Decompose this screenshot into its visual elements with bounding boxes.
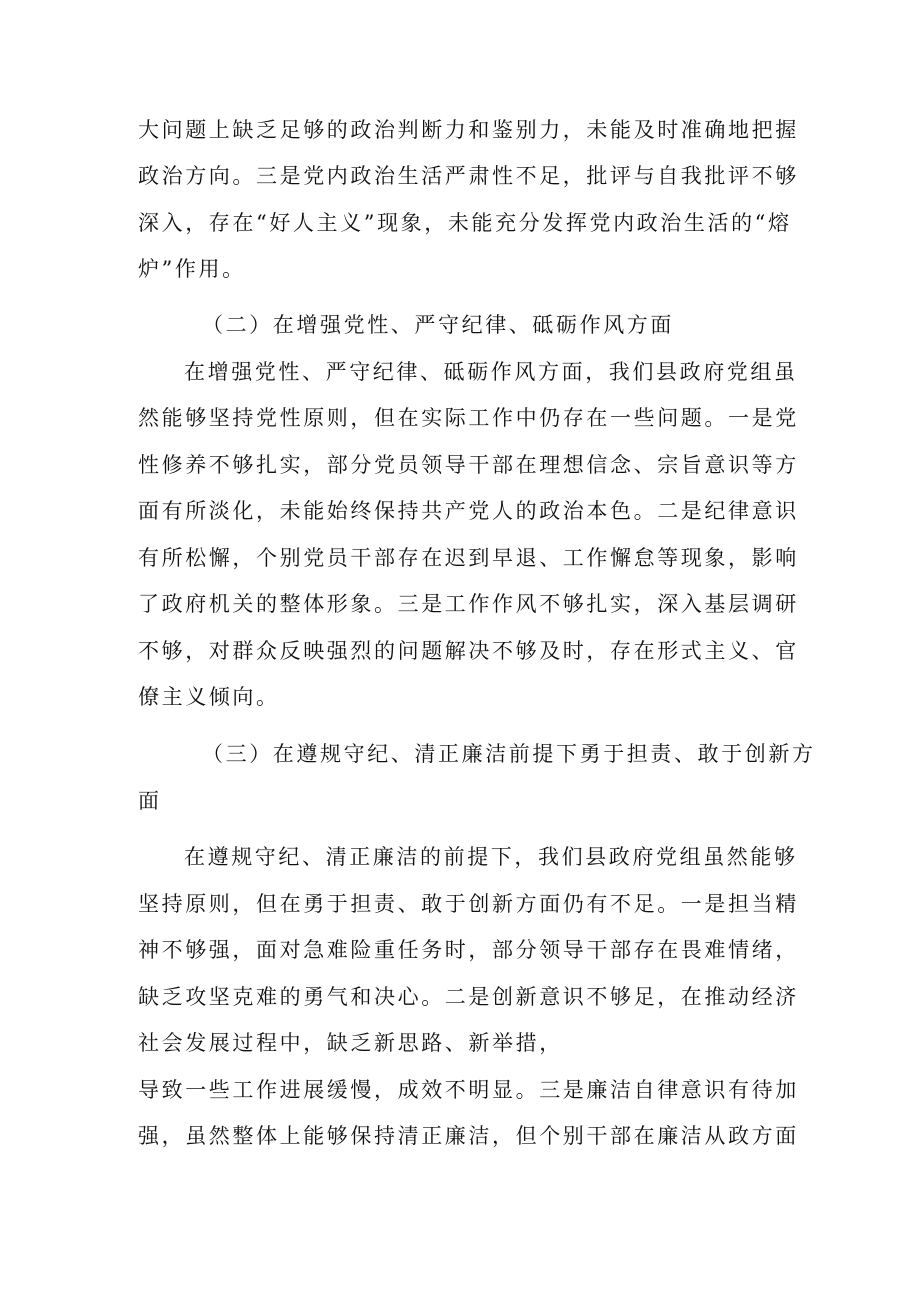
paragraph-first-line: 在遵规守纪、清正廉洁的前提下，我们县政府党组虽然能够 <box>184 845 798 869</box>
text-line: 政治方向。三是党内政治生活严肃性不足，批评与自我批评不够 <box>138 164 799 188</box>
text-line: 深入，存在“好人主义”现象，未能充分发挥党内政治生活的“熔 <box>138 211 792 235</box>
text-line: 不够，对群众反映强烈的问题解决不够及时，存在形式主义、官 <box>138 639 799 663</box>
text-line: 炉”作用。 <box>138 257 246 281</box>
section-heading-3-continued: 面 <box>138 789 162 813</box>
text-line: 面有所淡化，未能始终保持共产党人的政治本色。二是纪律意识 <box>138 499 799 523</box>
text-line: 社会发展过程中，缺乏新思路、新举措， <box>138 1031 563 1055</box>
text-line: 然能够坚持党性原则，但在实际工作中仍存在一些问题。一是党 <box>138 406 799 430</box>
text-line: 神不够强，面对急难险重任务时，部分领导干部存在畏难情绪， <box>138 938 799 962</box>
text-line: 性修养不够扎实，部分党员领导干部在理想信念、宗旨意识等方 <box>138 453 799 477</box>
text-line: 导致一些工作进展缓慢，成效不明显。三是廉洁自律意识有待加 <box>138 1078 799 1102</box>
text-line: 大问题上缺乏足够的政治判断力和鉴别力，未能及时准确地把握 <box>138 118 799 142</box>
text-line: 强，虽然整体上能够保持清正廉洁，但个别干部在廉洁从政方面 <box>138 1124 799 1148</box>
text-line: 僚主义倾向。 <box>138 685 280 709</box>
section-heading-3: （三）在遵规守纪、清正廉洁前提下勇于担责、敢于创新方 <box>202 742 816 766</box>
text-line: 缺乏攻坚克难的勇气和决心。二是创新意识不够足，在推动经济 <box>138 985 799 1009</box>
text-line: 有所松懈，个别党员干部存在迟到早退、工作懈怠等现象，影响 <box>138 546 799 570</box>
section-heading-2: （二）在增强党性、严守纪律、砥砺作风方面 <box>202 313 674 337</box>
text-line: 坚持原则，但在勇于担责、敢于创新方面仍有不足。一是担当精 <box>138 892 799 916</box>
text-line: 了政府机关的整体形象。三是工作作风不够扎实，深入基层调研 <box>138 592 799 616</box>
paragraph-first-line: 在增强党性、严守纪律、砥砺作风方面，我们县政府党组虽 <box>184 360 798 384</box>
